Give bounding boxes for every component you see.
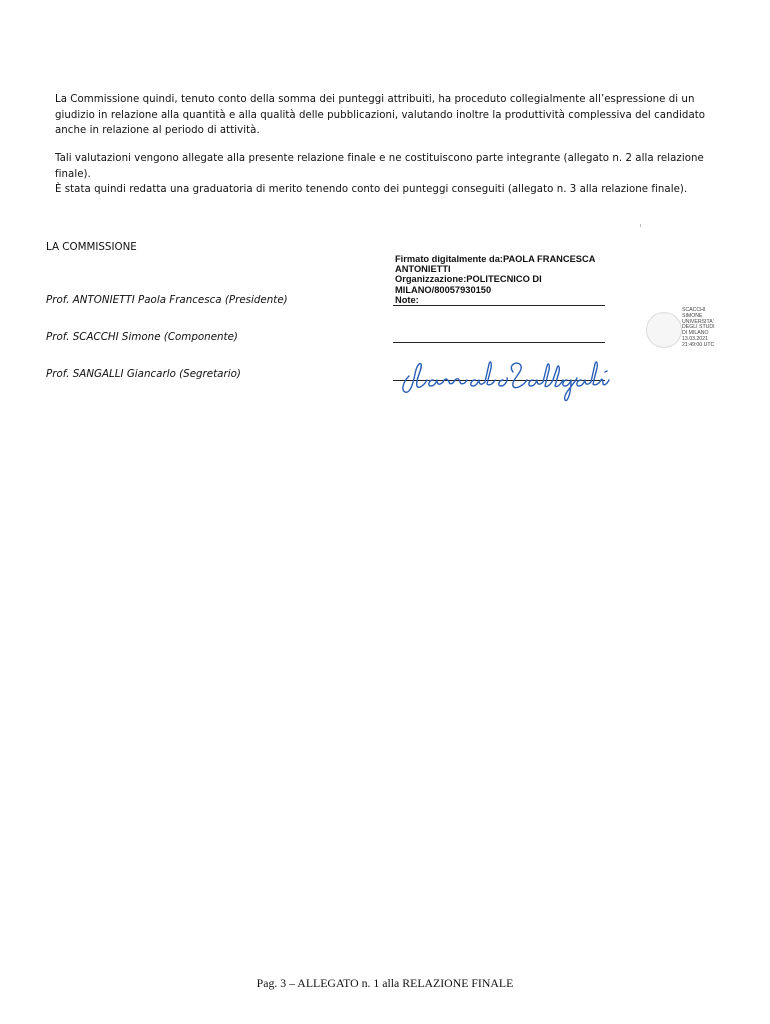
seal-line: UNIVERSITA' [682, 318, 714, 325]
seal-line: 13.03.2021 [682, 335, 708, 342]
handwritten-signature-icon [395, 350, 620, 402]
member-secretary: Prof. SANGALLI Giancarlo (Segretario) [46, 368, 241, 380]
seal-text-block [682, 308, 715, 349]
digital-signature-line: Note: [395, 294, 419, 305]
scan-mark [640, 224, 641, 227]
seal-line: DI MILANO [682, 330, 709, 337]
seal-line: 21:49:00 UTC [682, 341, 715, 348]
member-component: Prof. SCACCHI Simone (Componente) [46, 331, 238, 343]
seal-icon [646, 312, 682, 348]
digital-signature-block [395, 254, 635, 305]
commission-heading: LA COMMISSIONE [46, 241, 137, 253]
signature-line-component [393, 342, 605, 343]
member-president: Prof. ANTONIETTI Paola Francesca (Presidente) [46, 294, 288, 306]
seal-line: DEGLI STUDI [682, 324, 715, 331]
body-paragraph-2: Tali valutazioni vengono allegate alla presente relazione finale e ne costituiscono parte integrante (allegato n. 2 alla relazione finale). [55, 153, 704, 180]
body-paragraph-1: La Commissione quindi, tenuto conto della somma dei punteggi attribuiti, ha proceduto collegialmente all’espressione di un giudizio in relazione alla quantità e alla qualità delle pubblicazioni, valutando inoltre la produttività complessiva del candidato anche in relazione al periodo di attività. [55, 94, 706, 136]
digital-signature-line: ANTONIETTI [395, 264, 451, 275]
digital-signature-line: Firmato digitalmente da:PAOLA FRANCESCA [395, 254, 596, 264]
seal-line: SCACCHI [682, 307, 706, 313]
seal-line: SIMONE [682, 312, 703, 319]
digital-signature-line: Organizzazione:POLITECNICO DI [395, 274, 542, 285]
body-paragraph-3: È stata quindi redatta una graduatoria di merito tenendo conto dei punteggi conseguiti (allegato n. 3 alla relazione finale). [55, 184, 688, 195]
signature-line-president [393, 305, 605, 306]
page-footer: Pag. 3 – ALLEGATO n. 1 alla RELAZIONE FINALE [256, 976, 514, 990]
digital-signature-line: MILANO/80057930150 [395, 284, 492, 295]
